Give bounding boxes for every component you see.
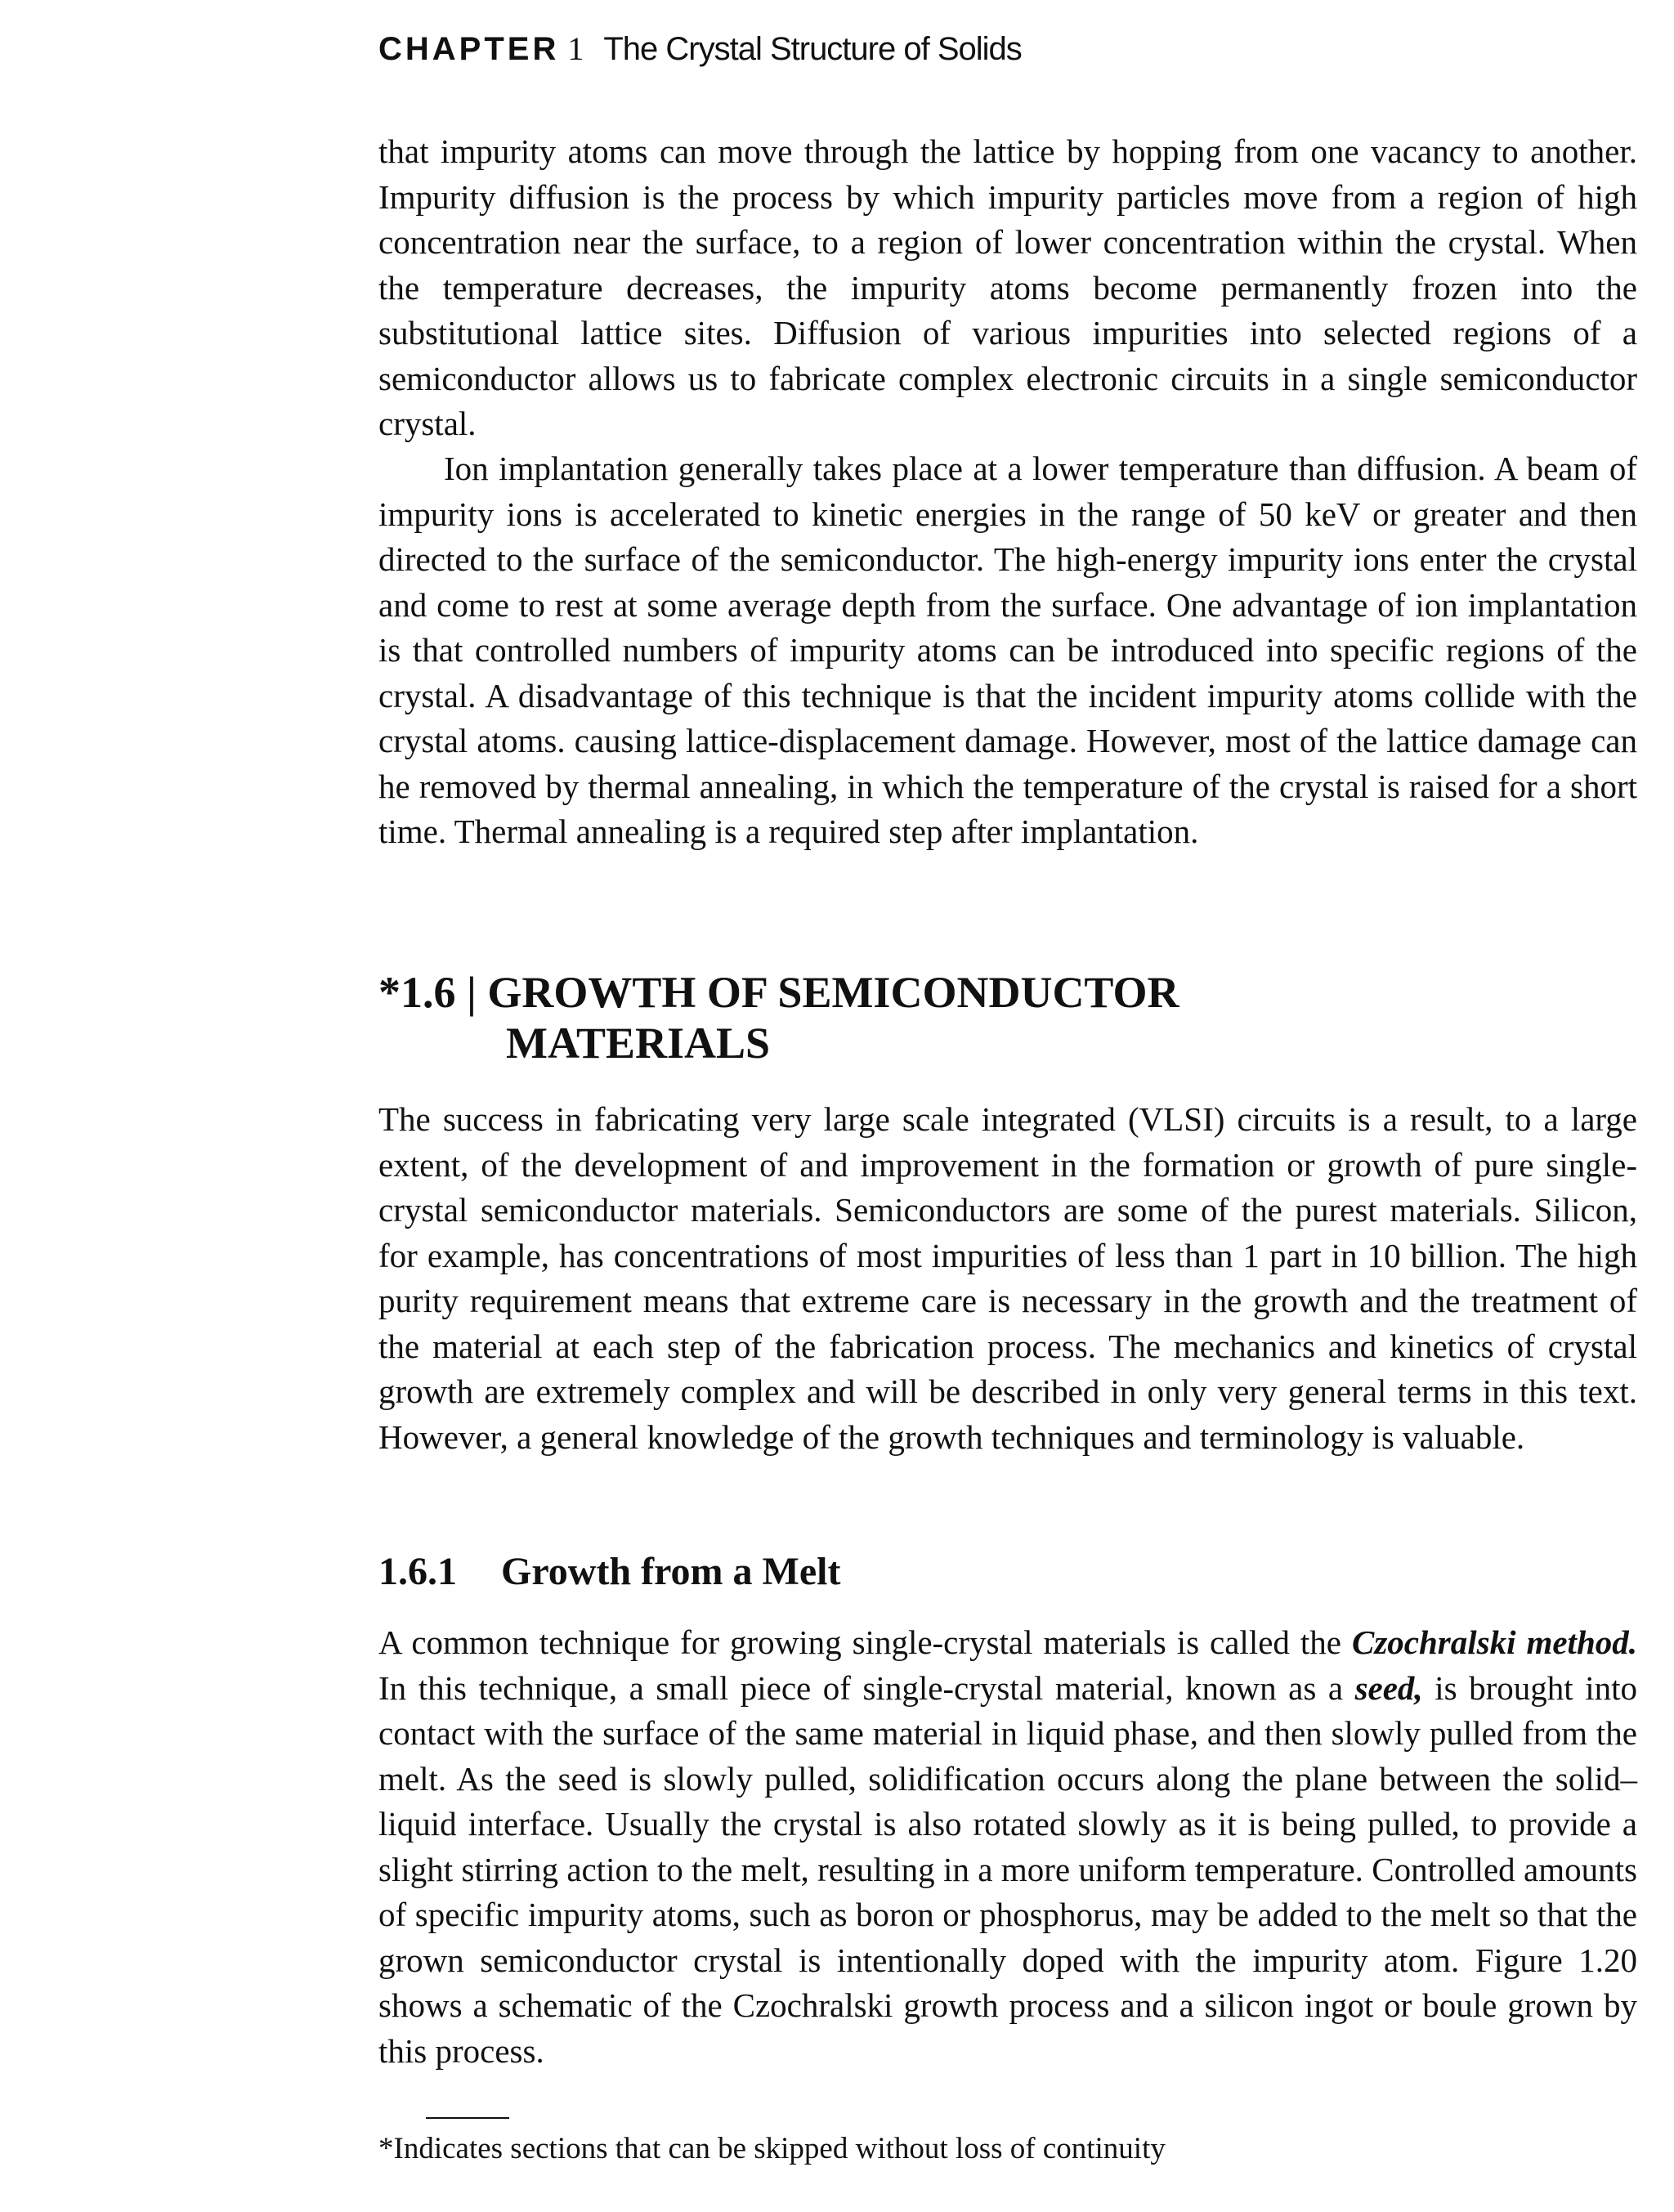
paragraph-diffusion: that impurity atoms can move through the lattice by hopping from one vacancy to another. Impurity diffusion is the process by which impurity particles move from a region of high concentration near the surface, to a region of lower concentration within the crystal. When the temperature decreases, the impurity atoms become permanently frozen into the substitutional lattice sites. Diffusion of various impurities into selected regions of a semiconductor allows us to fabricate complex electronic circuits in a single semiconductor crystal. [378, 132, 1637, 442]
paragraph-ion-implantation: Ion implantation generally takes place at a lower temperature than diffusion. A beam of impurity ions is accelerated to kinetic energies in the range of 50 keV or greater and then directed to the surface of the semiconductor. The high-energy impurity ions enter the crystal and come to rest at some average depth from the surface. One advantage of ion implantation is that controlled numbers of impurity atoms can be introduced into specific regions of the crystal. A disadvantage of this technique is that the incident impurity atoms collide with the crystal atoms. causing lattice-displacement damage. However, most of the lattice damage can he removed by thermal annealing, in which the temperature of the crystal is raised for a short time. Thermal annealing is a required step after implantation. [378, 450, 1637, 850]
running-head [378, 25, 1022, 74]
footnote-rule [426, 2117, 509, 2119]
section-number: *1.6 | [378, 968, 477, 1017]
section-title-line2: MATERIALS [506, 1019, 771, 1068]
chapter-number: 1 [567, 30, 584, 67]
chapter-title: The Crystal Structure of Solids [603, 31, 1022, 67]
term-seed: seed, [1354, 1668, 1423, 1707]
section-heading-line1 [378, 967, 1179, 1018]
paragraph-czochralski [378, 1620, 1637, 2074]
subsection-number: 1.6.1 [378, 1550, 457, 1593]
subsection-heading [378, 1547, 840, 1596]
para4-text-3: is brought into contact with the surface of the same material in liquid phase, and then slowly pulled from the melt. As the seed is slowly pulled, solidification occurs along the plane between the solid–liquid interface. Usually the crystal is also rotated slowly as it is being pulled, to provide a slight stirring action to the melt, resulting in a more uniform temperature. Controlled amounts of specific impurity atoms, such as boron or phosphorus, may be added to the melt so that the grown semiconductor crystal is intentionally doped with the impurity atom. Figure 1.20 shows a schematic of the Czochralski growth process and a silicon ingot or boule grown by this process. [378, 1668, 1637, 2070]
subsection-title: Growth from a Melt [501, 1550, 841, 1593]
chapter-label: CHAPTER [378, 31, 560, 67]
para4-text-2: In this technique, a small piece of single-crystal material, known as a [378, 1668, 1355, 1707]
term-czochralski-method: Czochralski method. [1351, 1623, 1637, 1661]
paragraph-growth-intro: The success in fabricating very large scale integrated (VLSI) circuits is a result, to a large extent, of the development of and improvement in the formation or growth of pure single-crystal semiconductor materials. Semiconductors are some of the purest materials. Silicon, for example, has concentrations of most impurities of less than 1 part in 10 billion. The high purity requirement means that extreme care is necessary in the growth and the treatment of the material at each step of the fabrication process. The mechanics and kinetics of crystal growth are extremely complex and will be described in only very general terms in this text. However, a general knowledge of the growth techniques and terminology is valuable. [378, 1100, 1637, 1456]
section-title-line1: GROWTH OF SEMICONDUCTOR [487, 968, 1179, 1017]
para4-text-1: A common technique for growing single-crystal materials is called the [378, 1623, 1352, 1661]
section-heading [378, 967, 1179, 1068]
footnote: *Indicates sections that can be skipped without loss of continuity [378, 2132, 1166, 2165]
